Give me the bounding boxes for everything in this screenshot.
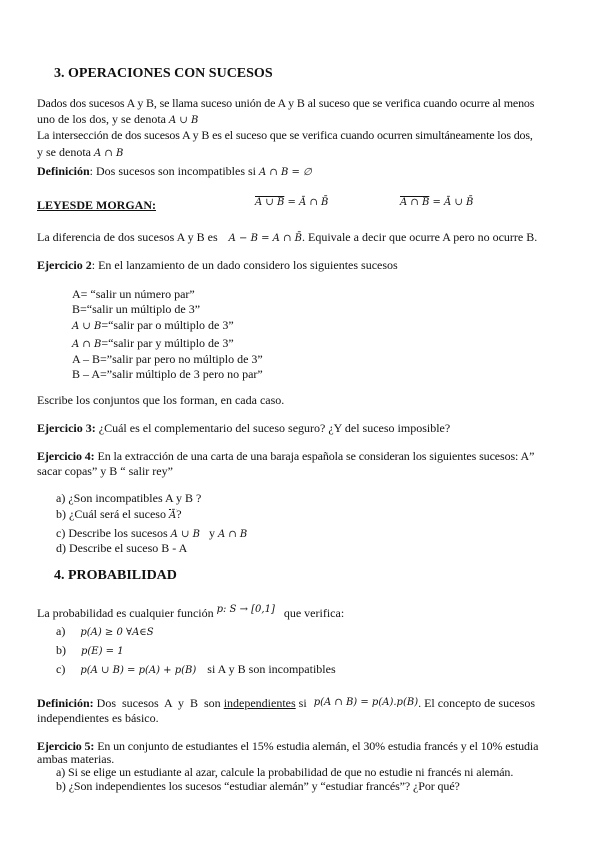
de-morgan-2-lhs: A ∩ B xyxy=(400,197,430,208)
difference-line xyxy=(37,230,537,246)
union-formula: A ∪ B xyxy=(168,115,199,126)
exercise-4-item-a: a) ¿Son incompatibles A y B ? xyxy=(56,491,202,505)
intersection-line-2 xyxy=(37,145,123,161)
difference-text: La diferencia de dos sucesos A y B es xyxy=(37,230,218,244)
exercise-5-item-b: b) ¿Son independientes los sucesos “estudiar alemán” y “estudiar francés”? ¿Por qué? xyxy=(56,779,460,793)
definition-label: Definición: xyxy=(37,696,94,710)
exercise-2-closing: Escribe los conjuntos que los forman, en cada caso. xyxy=(37,393,285,407)
intersection-line-1: La intersección de dos sucesos A y B es el suceso que se verifica cuando ocurren simultáneamente los dos, xyxy=(37,128,533,142)
exercise-2 xyxy=(37,258,398,272)
incompatible-formula: A ∩ B = ∅ xyxy=(259,167,312,178)
exercise-4-text: En la extracción de una carta de una baraja española se consideran los siguientes sucesos: A” xyxy=(94,449,535,463)
independence-definition-line-2: independientes es básico. xyxy=(37,711,159,725)
de-morgan-heading: LEYESDE MORGAN: xyxy=(37,198,157,212)
section-4-title: 4. PROBABILIDAD xyxy=(54,568,177,583)
exercise-4-item-b: b) ¿Cuál será el suceso $\overline{Ā}$? xyxy=(56,507,182,521)
exercise-4-item-c: c) Describe los sucesos A ∪ B y A ∩ B xyxy=(56,526,248,540)
intersection-formula: A ∩ B xyxy=(217,529,248,540)
exercise-4-item-d: d) Describe el suceso B - A xyxy=(56,541,188,555)
de-morgan-law-1 xyxy=(255,196,328,210)
difference-text-2: . Equivale a decir que ocurre A pero no ocurre B. xyxy=(301,230,538,244)
axiom-b: b) p(E) = 1 xyxy=(56,643,124,657)
axiom-b-formula: p(E) = 1 xyxy=(81,646,124,657)
union-line-1: Dados dos sucesos A y B, se llama suceso unión de A y B al suceso que se verifica cuando ocurre al menos xyxy=(37,96,535,110)
exercise-2-text: : En el lanzamiento de un dado considero los siguientes sucesos xyxy=(91,258,398,272)
exercise-4-line-2: sacar copas” y B “ salir rey” xyxy=(37,464,173,478)
axiom-a: a) p(A) ≥ 0 ∀A∈S xyxy=(56,624,154,638)
exercise-5-item-a: a) Si se elige un estudiante al azar, calcule la probabilidad de que no estudie ni francés ni alemán. xyxy=(56,765,514,779)
exercise-3-text: ¿Cuál es el complementario del suceso seguro? ¿Y del suceso imposible? xyxy=(95,421,451,435)
exercise-3 xyxy=(37,421,450,435)
complement-formula: $\overline{Ā}$ xyxy=(168,510,177,521)
list-item: A ∩ B=“salir par y múltiplo de 3” xyxy=(72,336,234,350)
union-text: uno de los dos, y se denota xyxy=(37,112,166,126)
exercise-5-line-2: ambas materias. xyxy=(37,752,115,766)
definition-label: Definición xyxy=(37,164,90,178)
independence-definition: Definición: Dos sucesos A y B son independientes si p(A ∩ B) = p(A).p(B). El concepto de sucesos xyxy=(37,696,536,710)
definition-text: : Dos sucesos son incompatibles si xyxy=(89,164,256,178)
exercise-2-label: Ejercicio 2 xyxy=(37,258,92,272)
exercise-4-label: Ejercicio 4: xyxy=(37,449,95,463)
probability-function-formula: p: S → [0,1] xyxy=(216,604,275,615)
de-morgan-2-rhs: = Ā ∪ B̄ xyxy=(429,197,474,208)
section-3-title: 3. OPERACIONES CON SUCESOS xyxy=(54,66,273,81)
axiom-a-formula: p(A) ≥ 0 ∀A∈S xyxy=(80,627,154,638)
list-item: A= “salir un número par” xyxy=(72,287,195,301)
de-morgan-1-rhs: = Ā ∩ B̄ xyxy=(284,197,329,208)
incompatible-definition xyxy=(37,164,312,180)
intersection-text: y se denota xyxy=(37,145,91,159)
exercise-4-line-1 xyxy=(37,449,534,463)
union-line-2 xyxy=(37,112,198,128)
exercise-5-label: Ejercicio 5: xyxy=(37,739,95,753)
difference-formula: A − B = A ∩ B̄ xyxy=(228,233,302,244)
probability-intro: La probabilidad es cualquier función $^{p: S \to [0,1]}$ que verifica: xyxy=(37,604,345,620)
list-item: A – B=”salir par pero no múltiplo de 3” xyxy=(72,352,263,366)
intersection-formula: A ∩ B xyxy=(93,148,124,159)
axiom-c: c) p(A ∪ B) = p(A) + p(B) si A y B son incompatibles xyxy=(56,662,336,676)
exercise-3-label: Ejercicio 3: xyxy=(37,421,96,435)
union-formula: A ∪ B xyxy=(170,529,200,540)
list-item: A ∪ B=“salir par o múltiplo de 3” xyxy=(72,318,234,332)
exercise-5-line-1: Ejercicio 5: En un conjunto de estudiantes el 15% estudia alemán, el 30% estudia francés y el 10% estudia xyxy=(37,739,539,753)
list-item: B=“salir un múltiplo de 3” xyxy=(72,302,201,316)
independence-formula: p(A ∩ B) = p(A).p(B) xyxy=(313,697,419,708)
axiom-c-formula: p(A ∪ B) = p(A) + p(B) xyxy=(80,665,197,676)
de-morgan-law-2 xyxy=(400,196,473,210)
de-morgan-1-lhs: A ∪ B xyxy=(255,197,285,208)
list-item: B – A=”salir múltiplo de 3 pero no par” xyxy=(72,367,263,381)
